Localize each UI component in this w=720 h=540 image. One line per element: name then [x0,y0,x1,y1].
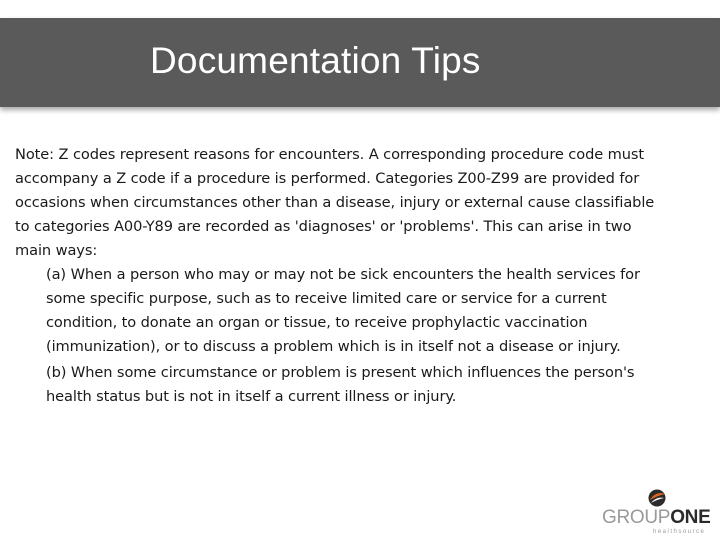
list-item-a: (a) When a person who may or may not be sick encounters the health services for some specific purpose, such as to receive limited care or service for a current condition, to donate an organ or tissue, to receive prophylactic vaccination (immunization), or to discuss a problem which is in itself not a disease or injury. [46,266,640,355]
content-body [15,143,665,409]
group-one-logo [600,487,715,537]
logo-tagline: healthsource [653,529,706,535]
page-title: Documentation Tips [150,40,481,81]
logo-word-one: ONE [670,507,711,528]
logo-wordmark [602,507,710,529]
list-item-b: (b) When some circumstance or problem is present which influences the person's health status but is not in itself a current illness or injury. [46,364,635,405]
logo-word-group: GROUP [602,507,671,528]
group-one-logo-icon [648,489,666,507]
note-paragraph: Note: Z codes represent reasons for encounters. A corresponding procedure code must accompany a Z code if a procedure is performed. Categories Z00-Z99 are provided for occasions when circumstances other than a disease, injury or external cause classifiable to categories A00-Y89 are recorded as 'diagnoses' or 'problems'. This can arise in two main ways: [15,146,655,259]
